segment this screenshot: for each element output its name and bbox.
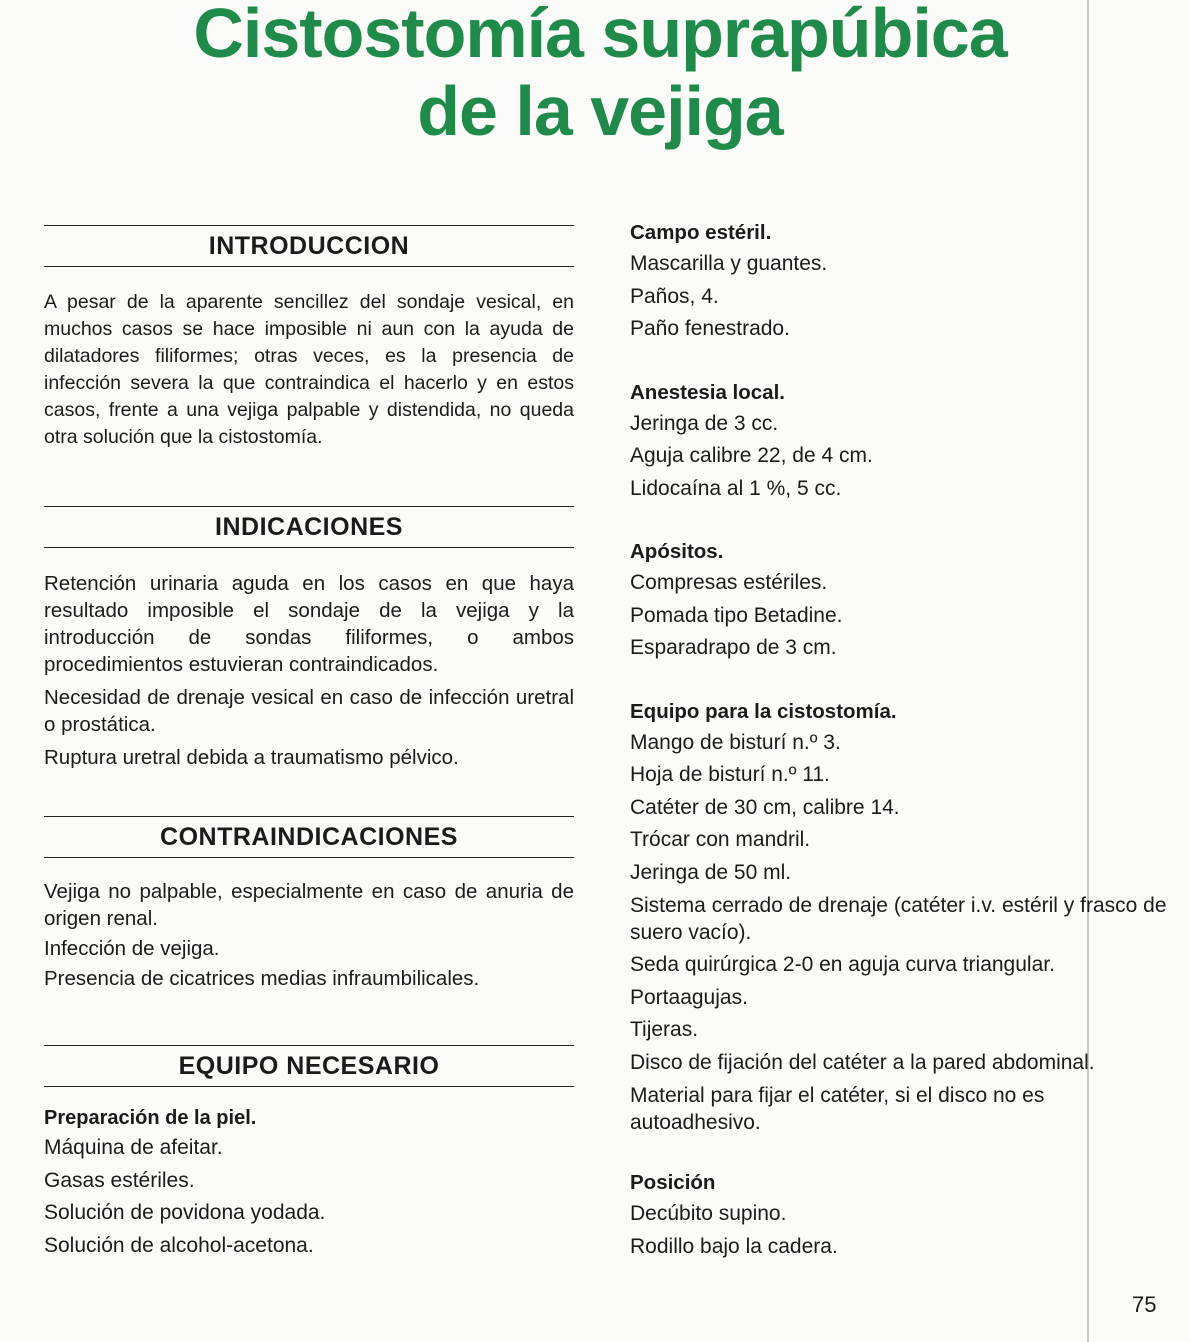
left-column: [44, 225, 574, 1262]
apositos-item: Compresas estériles.: [630, 571, 828, 594]
preparacion-item: Solución de povidona yodada.: [44, 1201, 326, 1224]
subsection-title-preparacion: Preparación de la piel.: [44, 1107, 257, 1129]
subsection-title-anestesia: Anestesia local.: [630, 380, 785, 404]
intro-paragraph: A pesar de la aparente sencillez del sondaje vesical, en muchos casos se hace imposible ni aun con la ayuda de dilatadores filiformes; otras veces, es la presencia de infección severa la que contraindica el hacerlo y en estos casos, frente a una vejiga palpable y distendida, no queda otra solución que la cistostomía.: [44, 291, 574, 448]
cistostomia-item: Sistema cerrado de drenaje (catéter i.v. estéril y frasco de suero vacío).: [630, 894, 1167, 944]
cistostomia-item: Jeringa de 50 ml.: [630, 860, 792, 884]
page-number: 75: [1132, 1292, 1157, 1317]
preparacion-item: Máquina de afeitar.: [44, 1136, 223, 1159]
contraindicacion-item: Vejiga no palpable, especialmente en caso de anuria de origen renal.: [44, 880, 574, 930]
subsection-title-campo: Campo estéril.: [630, 221, 772, 244]
campo-item: Paños, 4.: [630, 284, 719, 308]
campo-item: Paño fenestrado.: [630, 317, 790, 340]
cistostomia-item: Portaagujas.: [630, 985, 748, 1009]
section-heading-introduccion: INTRODUCCION: [44, 225, 574, 267]
preparacion-item: Gasas estériles.: [44, 1168, 195, 1192]
subsection-title-posicion: Posición: [630, 1171, 716, 1194]
cistostomia-item: Catéter de 30 cm, calibre 14.: [630, 795, 900, 819]
cistostomia-item: Mango de bisturí n.º 3.: [630, 730, 841, 754]
campo-item: Mascarilla y guantes.: [630, 252, 828, 275]
cistostomia-item: Tijeras.: [630, 1018, 699, 1041]
cistostomia-item: Disco de fijación del catéter a la pared abdominal.: [630, 1050, 1095, 1074]
indicacion-item: Ruptura uretral debida a traumatismo pélvico.: [44, 746, 459, 769]
apositos-item: Pomada tipo Betadine.: [630, 603, 843, 627]
cistostomia-item: Trócar con mandril.: [630, 828, 811, 851]
cistostomia-item: Material para fijar el catéter, si el disco no es autoadhesivo.: [630, 1084, 1045, 1134]
preparacion-item: Solución de alcohol-acetona.: [44, 1233, 314, 1257]
posicion-item: Rodillo bajo la cadera.: [630, 1234, 838, 1258]
cistostomia-item: Seda quirúrgica 2-0 en aguja curva triangular.: [630, 953, 1055, 976]
anestesia-item: Jeringa de 3 cc.: [630, 411, 779, 435]
anestesia-item: Lidocaína al 1 %, 5 cc.: [630, 476, 842, 500]
indicacion-item: Retención urinaria aguda en los casos en que haya resultado imposible el sondaje de la vejiga y la introducción de sondas filiformes, o ambos procedimientos estuvieran contraindicados.: [44, 572, 574, 676]
right-column: [630, 218, 1170, 1263]
title-line-1: Cistostomía suprapúbica: [193, 0, 1007, 72]
posicion-item: Decúbito supino.: [630, 1202, 787, 1225]
section-heading-equipo: EQUIPO NECESARIO: [44, 1045, 574, 1087]
section-heading-contraindicaciones: CONTRAINDICACIONES: [44, 816, 574, 858]
title-line-2: de la vejiga: [417, 72, 783, 150]
contraindicacion-item: Infección de vejiga.: [44, 937, 220, 960]
indicacion-item: Necesidad de drenaje vesical en caso de infección uretral o prostática.: [44, 686, 574, 736]
section-heading-indicaciones: INDICACIONES: [44, 506, 574, 548]
apositos-item: Esparadrapo de 3 cm.: [630, 636, 837, 659]
subsection-title-cistostomia: Equipo para la cistostomía.: [630, 699, 897, 723]
anestesia-item: Aguja calibre 22, de 4 cm.: [630, 444, 873, 467]
contraindicacion-item: Presencia de cicatrices medias infraumbilicales.: [44, 967, 480, 990]
subsection-title-apositos: Apósitos.: [630, 540, 724, 563]
cistostomia-item: Hoja de bisturí n.º 11.: [630, 763, 830, 786]
